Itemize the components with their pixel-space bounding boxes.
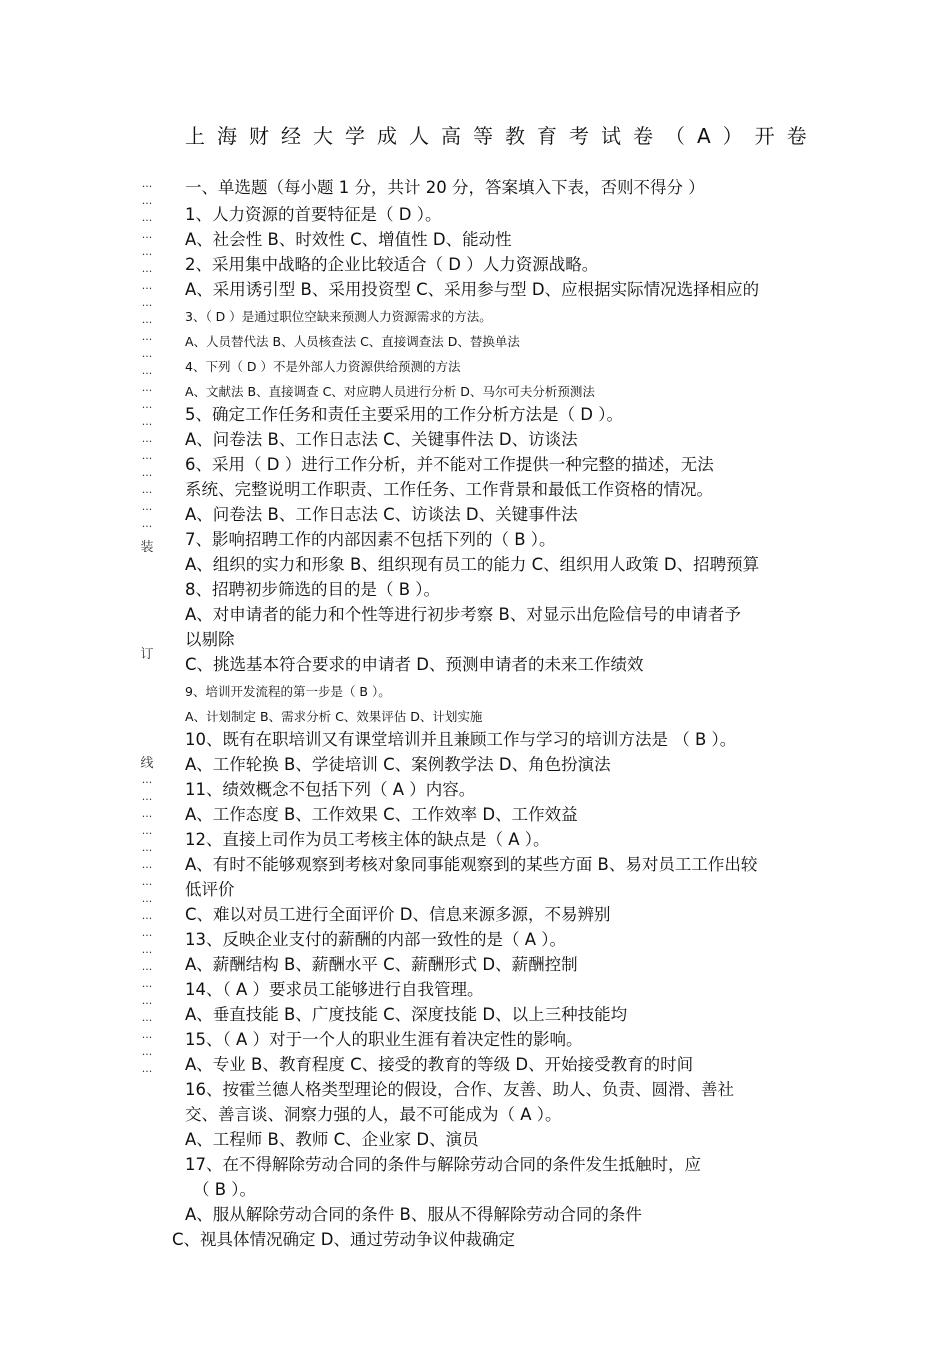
question-line: 7、影响招聘工作的内部因素不包括下列的（ B ）。 <box>185 530 556 549</box>
binding-margin <box>138 178 156 1080</box>
margin-dots: ··· <box>141 486 153 499</box>
margin-dots: ··· <box>141 1065 153 1078</box>
margin-dots: ··· <box>141 350 153 363</box>
question-line: 17、在不得解除劳动合同的条件与解除劳动合同的条件发生抵触时，应 <box>185 1155 701 1174</box>
question-line: 一、单选题（每小题 1 分，共计 20 分，答案填入下表，否则不得分 ） <box>185 178 705 197</box>
question-line: 14、（ A ）要求员工能够进行自我管理。 <box>185 980 484 999</box>
margin-dots: ··· <box>141 452 153 465</box>
question-line: 交、善言谈、洞察力强的人，最不可能成为（ A ）。 <box>185 1105 562 1124</box>
question-line: A、组织的实力和形象 B、组织现有员工的能力 C、组织用人政策 D、招聘预算 <box>185 555 760 574</box>
margin-dots: ··· <box>141 418 153 431</box>
margin-dots: ··· <box>141 401 153 414</box>
margin-dots: ··· <box>141 333 153 346</box>
margin-dots: ··· <box>141 776 153 789</box>
question-line: 11、绩效概念不包括下列（ A ）内容。 <box>185 780 476 799</box>
question-line: 5、确定工作任务和责任主要采用的工作分析方法是（ D ）。 <box>185 405 623 424</box>
margin-dots: ··· <box>141 1014 153 1027</box>
question-line: C、挑选基本符合要求的申请者 D、预测申请者的未来工作绩效 <box>185 655 644 674</box>
margin-dots: ··· <box>141 503 153 516</box>
margin-dots: ··· <box>141 793 153 806</box>
question-line: A、社会性 B、时效性 C、增值性 D、能动性 <box>185 230 512 249</box>
question-line: 低评价 <box>185 880 235 899</box>
margin-dots: ··· <box>141 265 153 278</box>
question-line: A、工作态度 B、工作效果 C、工作效率 D、工作效益 <box>185 805 578 824</box>
question-line: A、计划制定 B、需求分析 C、效果评估 D、计划实施 <box>185 709 483 724</box>
question-line: A、专业 B、教育程度 C、接受的教育的等级 D、开始接受教育的时间 <box>185 1055 694 1074</box>
question-line: 9、培训开发流程的第一步是（ B ）。 <box>185 684 391 699</box>
margin-dots: ··· <box>141 827 153 840</box>
margin-dots: ··· <box>141 231 153 244</box>
margin-dots: ··· <box>141 878 153 891</box>
margin-dots: ··· <box>141 520 153 533</box>
question-line: 16、按霍兰德人格类型理论的假设，合作、友善、助人、负责、圆滑、善社 <box>185 1080 734 1099</box>
question-line: 13、反映企业支付的薪酬的内部一致性的是（ A ）。 <box>185 930 567 949</box>
margin-dots: ··· <box>141 214 153 227</box>
question-line: 12、直接上司作为员工考核主体的缺点是（ A ）。 <box>185 830 550 849</box>
margin-dots: ··· <box>141 980 153 993</box>
question-line: A、薪酬结构 B、薪酬水平 C、薪酬形式 D、薪酬控制 <box>185 955 578 974</box>
margin-dots: ··· <box>141 197 153 210</box>
margin-dots: ··· <box>141 282 153 295</box>
question-line: 以剔除 <box>185 630 235 649</box>
question-line: C、视具体情况确定 D、通过劳动争议仲裁确定 <box>172 1230 515 1249</box>
margin-dots: ··· <box>141 384 153 397</box>
question-line: A、工程师 B、教师 C、企业家 D、演员 <box>185 1130 479 1149</box>
margin-dots: ··· <box>141 810 153 823</box>
question-line: 1、人力资源的首要特征是（ D ）。 <box>185 205 442 224</box>
margin-dots: ··· <box>141 1031 153 1044</box>
margin-dots: ··· <box>141 861 153 874</box>
question-line: 系统、完整说明工作职责、工作任务、工作背景和最低工作资格的情况。 <box>185 480 713 499</box>
margin-dots: ··· <box>141 929 153 942</box>
question-line: C、难以对员工进行全面评价 D、信息来源多源，不易辨别 <box>185 905 611 924</box>
margin-dots: ··· <box>141 946 153 959</box>
question-line: A、问卷法 B、工作日志法 C、访谈法 D、关键事件法 <box>185 505 578 524</box>
question-line: 2、采用集中战略的企业比较适合（ D ）人力资源战略。 <box>185 255 599 274</box>
exam-title: 上海财经大学成人高等教育考试卷（A）开卷 <box>185 124 819 148</box>
margin-dots: ··· <box>141 963 153 976</box>
question-line: 6、采用（ D ）进行工作分析，并不能对工作提供一种完整的描述，无法 <box>185 455 714 474</box>
question-line: 3、（ D ）是通过职位空缺来预测人力资源需求的方法。 <box>185 309 492 324</box>
question-line: 8、招聘初步筛选的目的是（ B ）。 <box>185 580 441 599</box>
question-line: A、有时不能够观察到考核对象同事能观察到的某些方面 B、易对员工工作出较 <box>185 855 758 874</box>
question-line: A、工作轮换 B、学徒培训 C、案例教学法 D、角色扮演法 <box>185 755 611 774</box>
margin-dots: ··· <box>141 844 153 857</box>
margin-zhuang: 装 <box>140 540 154 555</box>
question-line: A、人员替代法 B、人员核查法 C、直接调查法 D、替换单法 <box>185 334 520 349</box>
margin-dots: ··· <box>141 367 153 380</box>
margin-dots: ··· <box>141 316 153 329</box>
question-line: 10、既有在职培训又有课堂培训并且兼顾工作与学习的培训方法是 （ B ）。 <box>185 730 737 749</box>
margin-dots: ··· <box>141 1048 153 1061</box>
margin-dots: ··· <box>141 435 153 448</box>
margin-dots: ··· <box>141 248 153 261</box>
margin-dots: ··· <box>141 912 153 925</box>
question-line: A、垂直技能 B、广度技能 C、深度技能 D、以上三种技能均 <box>185 1005 628 1024</box>
margin-dots: ··· <box>141 997 153 1010</box>
margin-dots: ··· <box>141 180 153 193</box>
margin-dots: ··· <box>141 895 153 908</box>
question-line: A、文献法 B、直接调查 C、对应聘人员进行分析 D、马尔可夫分析预测法 <box>185 384 595 399</box>
question-line: A、对申请者的能力和个性等进行初步考察 B、对显示出危险信号的申请者予 <box>185 605 741 624</box>
question-line: 4、下列（ D ）不是外部人力资源供给预测的方法 <box>185 359 461 374</box>
margin-dots: ··· <box>141 469 153 482</box>
question-line: A、采用诱引型 B、采用投资型 C、采用参与型 D、应根据实际情况选择相应的 <box>185 280 760 299</box>
question-line: A、服从解除劳动合同的条件 B、服从不得解除劳动合同的条件 <box>185 1205 642 1224</box>
question-line: A、问卷法 B、工作日志法 C、关键事件法 D、访谈法 <box>185 430 578 449</box>
question-line: 15、（ A ）对于一个人的职业生涯有着决定性的影响。 <box>185 1030 583 1049</box>
question-line: （ B ）。 <box>193 1180 257 1199</box>
margin-dots: ··· <box>141 299 153 312</box>
margin-xian: 线 <box>140 756 154 771</box>
margin-ding: 订 <box>140 647 154 662</box>
